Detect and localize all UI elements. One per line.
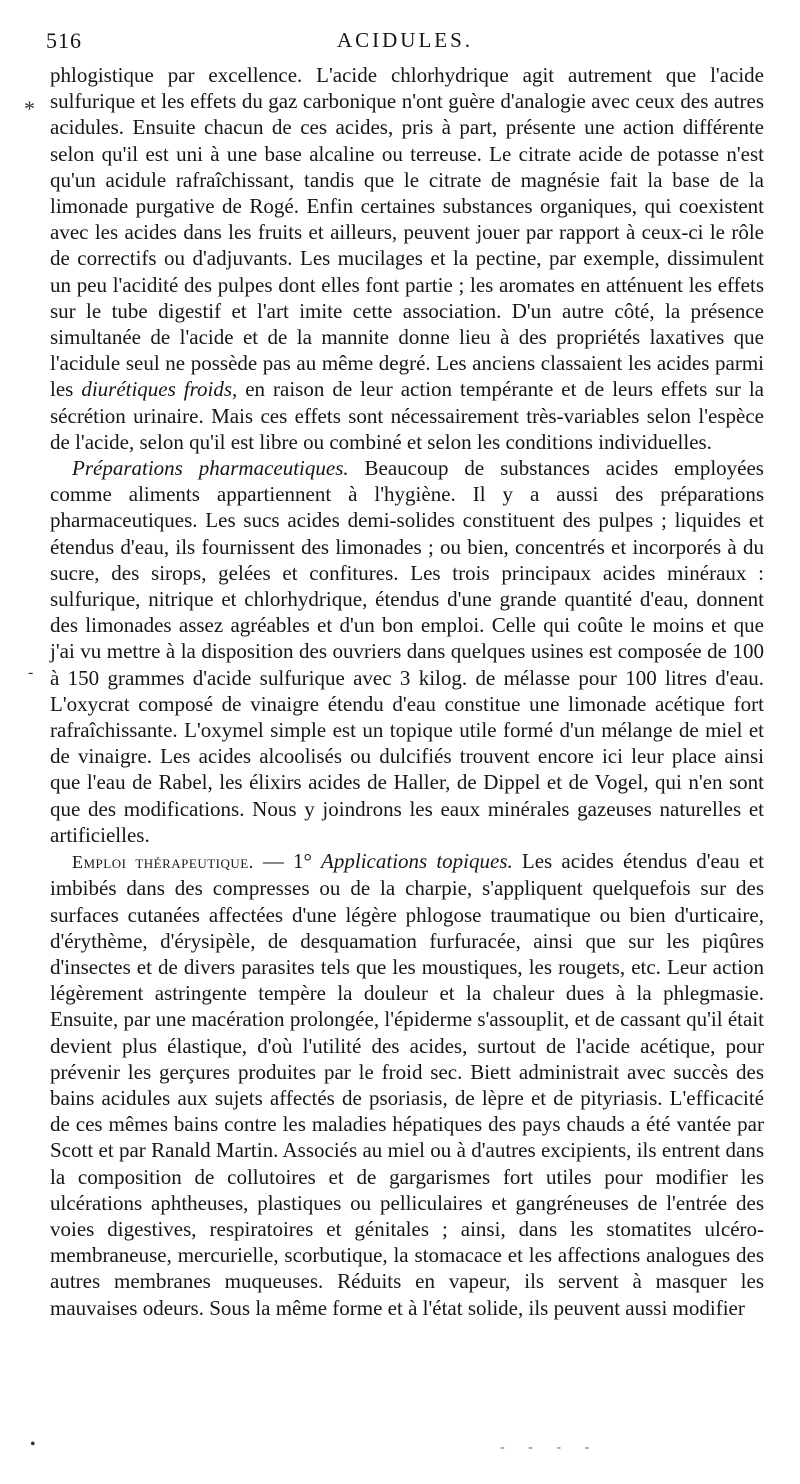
paragraph-3-dash: — 1° — [253, 849, 322, 874]
page-header — [46, 28, 764, 54]
paragraph-3 — [50, 848, 764, 1321]
section-heading-emploi: Emploi thérapeutique. — [72, 852, 254, 873]
paragraph-3-text: Les acides étendus d'eau et imbibés dans des compresses ou de la charpie, s'appliquent quelquefois sur des surfaces cutanées affectées d'une légère phlogose traumatique ou bien d'urticaire, d'érythème, d'érysipèle, de desquamation furfuracée, ainsi que sur les piqûres d'insectes et de divers parasites tels que les moustiques, les rougets, etc. Leur action légèrement astringente tempère la douleur et la chaleur dues à la phlegmasie. Ensuite, par une macération prolongée, l'épiderme s'assouplit, et de cassant qu'il était devient plus élastique, d'où l'utilité des acides, surtout de l'acide acétique, pour prévenir les gerçures produites par le froid sec. Biett administrait avec succès des bains acidules aux sujets affectés de psoriasis, de lèpre et de pityriasis. L'efficacité de ces mêmes bains contre les maladies hépatiques des pays chauds a été vantée par Scott et par Ranald Martin. Associés au miel ou à d'autres excipients, ils entrent dans la composition de collutoires et de gargarismes fort utiles pour modifier les ulcérations aphtheuses, plastiques ou pelliculaires et gangréneuses de l'entrée des voies digestives, respiratoires et génitales ; ainsi, dans les stomatites ulcéro-membraneuse, mercurielle, scorbutique, la stomacace et les affections analogues des autres membranes muqueuses. Réduits en vapeur, ils servent à masquer les mauvaises odeurs. Sous la même forme et à l'état solide, ils peuvent aussi modifier — [50, 849, 764, 1320]
margin-asterisk: * — [24, 96, 35, 121]
body-text — [50, 62, 764, 1321]
margin-dot: • — [30, 1436, 36, 1453]
running-title: ACIDULES. — [336, 28, 474, 52]
section-heading-preparations: Préparations pharmaceutiques. — [72, 456, 349, 481]
margin-tick: - — [28, 664, 34, 681]
paragraph-1-text: phlogistique par excellence. L'acide chlorhydrique agit autrement que l'acide sulfurique et les effets du gaz carbonique n'ont guère d'analogie avec ceux des autres acidules. Ensuite chacun de ces acides, pris à part, présente une action différente selon qu'il est uni à une base alcaline ou terreuse. Le citrate acide de potasse n'est qu'un acidule rafraîchissant, tandis que le citrate de magnésie fait la base de la limonade purgative de Rogé. Enfin certaines substances organiques, qui coexistent avec les acides dans les fruits et ailleurs, peuvent jouer par rapport à ceux-ci le rôle de correctifs ou d'adjuvants. Les mucilages et la pectine, par exemple, dissimulent un peu l'acidité des pulpes dont elles font partie ; les aromates en atténuent les effets sur le tube digestif et l'art imite cette association. D'un autre côté, la présence simultanée de l'acide et de la mannite donne lieu à des propriétés laxatives que l'acidule seul ne possède pas au même degré. Les anciens classaient les acides parmi les — [50, 63, 764, 402]
paragraph-1-tail: , en raison de leur action tempérante et de leurs effets sur la sécrétion urinaire. Mais ces effets sont nécessairement très-variables selon l'espèce de l'acide, selon qu'il est libre ou combiné et selon les conditions individuelles. — [50, 377, 765, 454]
page-number: 516 — [46, 28, 82, 53]
paragraph-2 — [50, 455, 764, 848]
paragraph-2-text: Beaucoup de substances acides employées comme aliments appartiennent à l'hygiène. Il y a aussi des préparations pharmaceutiques. Les sucs acides demi-solides constituent des pulpes ; liquides et étendus d'eau, ils fournissent des limonades ; ou bien, concentrés et incorporés à du sucre, des sirops, gelées et confitures. Les trois principaux acides minéraux : sulfurique, nitrique et chlorhydrique, étendus d'une grande quantité d'eau, donnent des limonades assez agréables et d'un bon emploi. Celle qui coûte le moins et que j'ai vu mettre à la disposition des ouvriers dans quelques usines est composée de 100 à 150 grammes d'acide sulfurique avec 3 kilog. de mélasse pour 100 litres d'eau. L'oxycrat composé de vinaigre étendu d'eau constitue une limonade acétique fort rafraîchissante. L'oxymel simple est un topique utile formé d'un mélange de miel et de vinaigre. Les acides alcoolisés ou dulcifiés trouvent encore ici leur place ainsi que l'eau de Rabel, les élixirs acides de Haller, de Dippel et de Vogel, qui n'en sont que des modifications. Nous y joindrons les eaux minérales gazeuses naturelles et artificielles. — [50, 456, 764, 847]
paragraph-1-emphasis: diurétiques froids — [81, 377, 233, 402]
footer-marks: - - - - — [500, 1440, 600, 1455]
subheading-applications: Applications topiques. — [321, 849, 513, 874]
paragraph-1 — [50, 62, 764, 455]
